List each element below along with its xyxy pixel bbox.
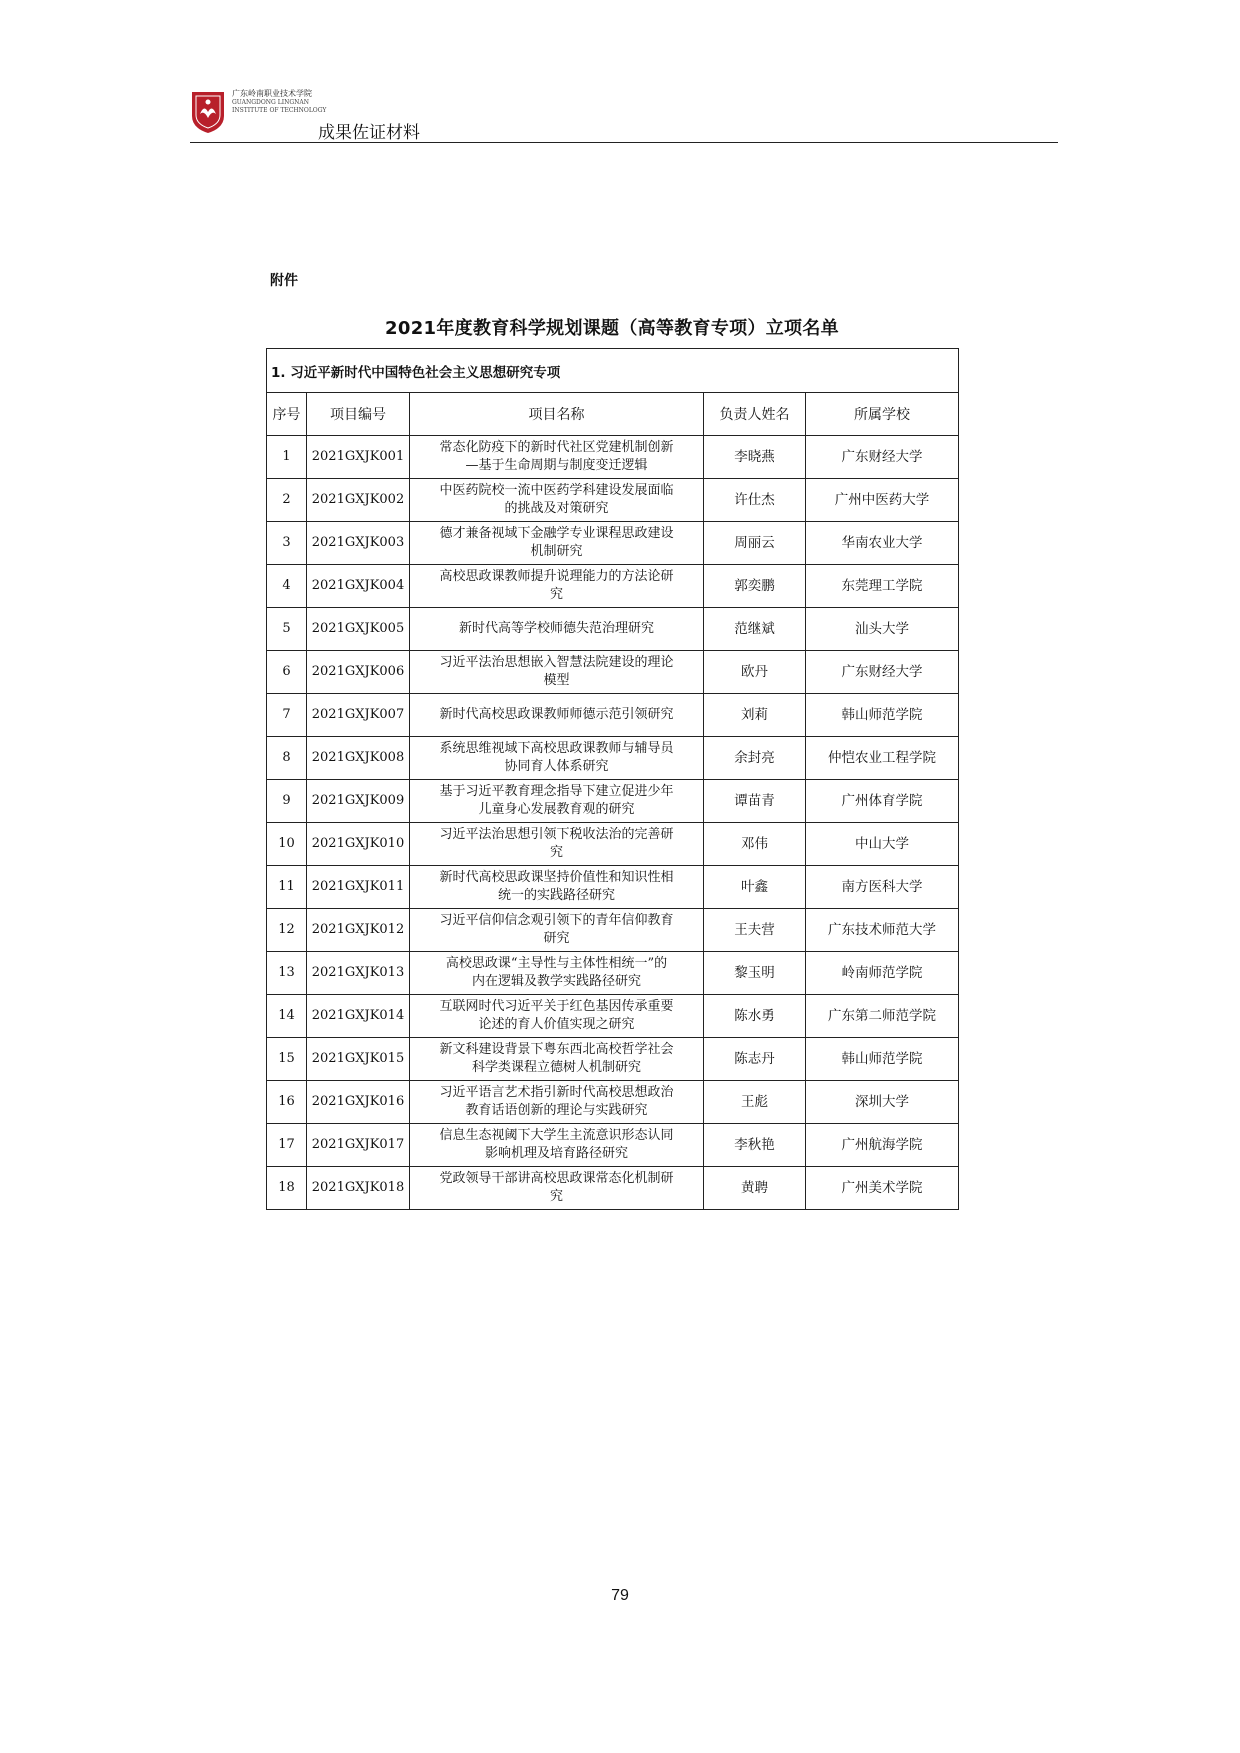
project-name-line2: 究	[549, 1189, 563, 1204]
project-name-line2: 模型	[543, 673, 570, 688]
row-index: 14	[267, 995, 307, 1038]
project-name	[410, 737, 704, 780]
project-code: 2021GXJK001	[307, 436, 410, 479]
row-index: 9	[267, 780, 307, 823]
project-code: 2021GXJK008	[307, 737, 410, 780]
project-leader: 陈水勇	[704, 995, 806, 1038]
column-header-code: 项目编号	[307, 393, 410, 436]
project-leader: 余封亮	[704, 737, 806, 780]
project-code: 2021GXJK018	[307, 1167, 410, 1210]
project-school: 广州中医药大学	[806, 479, 959, 522]
row-index: 8	[267, 737, 307, 780]
project-school: 广州体育学院	[806, 780, 959, 823]
project-name-line2: 究	[549, 845, 563, 860]
section-heading-row	[267, 349, 959, 393]
project-code: 2021GXJK003	[307, 522, 410, 565]
project-school: 韩山师范学院	[806, 694, 959, 737]
project-name	[410, 694, 704, 737]
header-subtitle: 成果佐证材料	[318, 123, 420, 143]
project-name-line1: 高校思政课教师提升说理能力的方法论研	[439, 569, 674, 584]
project-name-line1: 常态化防疫下的新时代社区党建机制创新	[439, 440, 674, 455]
project-leader: 李晓燕	[704, 436, 806, 479]
project-school: 广东第二师范学院	[806, 995, 959, 1038]
row-index: 15	[267, 1038, 307, 1081]
column-header-name: 项目名称	[410, 393, 704, 436]
row-index: 16	[267, 1081, 307, 1124]
project-leader: 许仕杰	[704, 479, 806, 522]
table-row	[267, 1124, 959, 1167]
project-school: 深圳大学	[806, 1081, 959, 1124]
project-leader: 周丽云	[704, 522, 806, 565]
project-name-line1: 新时代高等学校师德失范治理研究	[458, 621, 654, 636]
project-leader: 谭苗青	[704, 780, 806, 823]
header-divider	[190, 142, 1058, 143]
project-name-line2: 的挑战及对策研究	[504, 501, 609, 516]
project-school: 东莞理工学院	[806, 565, 959, 608]
project-leader: 欧丹	[704, 651, 806, 694]
row-index: 18	[267, 1167, 307, 1210]
project-roster-table	[266, 348, 959, 1210]
project-name-line1: 高校思政课“主导性与主体性相统一”的	[445, 956, 668, 971]
column-header-index: 序号	[267, 393, 307, 436]
table-row	[267, 608, 959, 651]
project-name	[410, 522, 704, 565]
row-index: 6	[267, 651, 307, 694]
project-name-line2: 统一的实践路径研究	[497, 888, 615, 903]
project-name-line1: 习近平信仰信念观引领下的青年信仰教育	[439, 913, 674, 928]
institute-logo	[190, 90, 226, 134]
project-name	[410, 780, 704, 823]
table-row	[267, 909, 959, 952]
project-name-line2: 协同育人体系研究	[504, 759, 609, 774]
project-name	[410, 995, 704, 1038]
project-code: 2021GXJK007	[307, 694, 410, 737]
table-row	[267, 694, 959, 737]
project-name-line2: 影响机理及培育路径研究	[484, 1146, 628, 1161]
project-leader: 范继斌	[704, 608, 806, 651]
section-heading: 1. 习近平新时代中国特色社会主义思想研究专项	[267, 349, 959, 393]
project-code: 2021GXJK004	[307, 565, 410, 608]
row-index: 1	[267, 436, 307, 479]
project-leader: 黄聘	[704, 1167, 806, 1210]
project-school: 广东财经大学	[806, 436, 959, 479]
project-code: 2021GXJK013	[307, 952, 410, 995]
project-name-line1: 新时代高校思政课教师师德示范引领研究	[439, 707, 674, 722]
project-school: 广东财经大学	[806, 651, 959, 694]
project-name-line1: 互联网时代习近平关于红色基因传承重要	[439, 999, 674, 1014]
page-number: 79	[611, 1587, 629, 1604]
project-name-line1: 基于习近平教育理念指导下建立促进少年	[439, 784, 674, 799]
project-name-line1: 新时代高校思政课坚持价值性和知识性相	[439, 870, 674, 885]
institute-en-name-line2: INSTITUTE OF TECHNOLOGY	[232, 107, 327, 114]
row-index: 13	[267, 952, 307, 995]
project-name-line2: —基于生命周期与制度变迁逻辑	[465, 458, 648, 473]
project-name-line2: 究	[549, 587, 563, 602]
project-school: 广州航海学院	[806, 1124, 959, 1167]
project-name	[410, 1038, 704, 1081]
project-leader: 叶鑫	[704, 866, 806, 909]
project-school: 韩山师范学院	[806, 1038, 959, 1081]
project-leader: 王彪	[704, 1081, 806, 1124]
project-leader: 陈志丹	[704, 1038, 806, 1081]
project-school: 仲恺农业工程学院	[806, 737, 959, 780]
institute-name	[232, 90, 332, 114]
project-name-line2: 儿童身心发展教育观的研究	[478, 802, 635, 817]
crest-icon	[190, 90, 226, 134]
project-code: 2021GXJK010	[307, 823, 410, 866]
project-school: 岭南师范学院	[806, 952, 959, 995]
project-code: 2021GXJK006	[307, 651, 410, 694]
table-row	[267, 1038, 959, 1081]
table-row	[267, 737, 959, 780]
project-leader: 李秋艳	[704, 1124, 806, 1167]
project-name	[410, 909, 704, 952]
row-index: 3	[267, 522, 307, 565]
project-code: 2021GXJK011	[307, 866, 410, 909]
project-name-line1: 中医药院校一流中医药学科建设发展面临	[439, 483, 674, 498]
project-code: 2021GXJK015	[307, 1038, 410, 1081]
project-name-line2: 科学类课程立德树人机制研究	[471, 1060, 641, 1075]
project-name-line1: 新文科建设背景下粤东西北高校哲学社会	[439, 1042, 674, 1057]
project-name-line1: 习近平法治思想嵌入智慧法院建设的理论	[439, 655, 674, 670]
table-row	[267, 651, 959, 694]
project-name-line2: 内在逻辑及教学实践路径研究	[471, 974, 641, 989]
project-name-line1: 系统思维视域下高校思政课教师与辅导员	[439, 741, 674, 756]
project-name	[410, 823, 704, 866]
table-header-row	[267, 393, 959, 436]
project-code: 2021GXJK009	[307, 780, 410, 823]
institute-cn-name: 广东岭南职业技术学院	[232, 89, 312, 98]
row-index: 2	[267, 479, 307, 522]
row-index: 12	[267, 909, 307, 952]
project-name-line1: 党政领导干部讲高校思政课常态化机制研	[439, 1171, 674, 1186]
project-name	[410, 651, 704, 694]
table-row	[267, 995, 959, 1038]
project-name	[410, 1124, 704, 1167]
column-header-school: 所属学校	[806, 393, 959, 436]
project-name-line2: 研究	[543, 931, 570, 946]
row-index: 17	[267, 1124, 307, 1167]
project-leader: 黎玉明	[704, 952, 806, 995]
row-index: 7	[267, 694, 307, 737]
table-row	[267, 1081, 959, 1124]
project-school: 华南农业大学	[806, 522, 959, 565]
table-row	[267, 952, 959, 995]
project-leader: 刘莉	[704, 694, 806, 737]
project-school: 广东技术师范大学	[806, 909, 959, 952]
project-leader: 郭奕鹏	[704, 565, 806, 608]
table-row	[267, 436, 959, 479]
column-header-leader: 负责人姓名	[704, 393, 806, 436]
institute-en-name-line1: GUANGDONG LINGNAN	[232, 99, 309, 106]
project-name-line2: 机制研究	[530, 544, 583, 559]
row-index: 5	[267, 608, 307, 651]
page-header	[190, 84, 1058, 144]
table-row	[267, 780, 959, 823]
project-name	[410, 565, 704, 608]
project-school: 汕头大学	[806, 608, 959, 651]
project-name-line1: 习近平语言艺术指引新时代高校思想政治	[439, 1085, 674, 1100]
project-code: 2021GXJK016	[307, 1081, 410, 1124]
table-row	[267, 866, 959, 909]
table-row	[267, 565, 959, 608]
project-name	[410, 608, 704, 651]
row-index: 11	[267, 866, 307, 909]
project-name-line2: 教育话语创新的理论与实践研究	[465, 1103, 648, 1118]
project-name	[410, 479, 704, 522]
project-leader: 邓伟	[704, 823, 806, 866]
project-name	[410, 436, 704, 479]
project-leader: 王夫营	[704, 909, 806, 952]
project-school: 南方医科大学	[806, 866, 959, 909]
project-code: 2021GXJK012	[307, 909, 410, 952]
project-code: 2021GXJK017	[307, 1124, 410, 1167]
project-name-line2: 论述的育人价值实现之研究	[478, 1017, 635, 1032]
project-school: 广州美术学院	[806, 1167, 959, 1210]
row-index: 10	[267, 823, 307, 866]
project-school: 中山大学	[806, 823, 959, 866]
project-name-line1: 信息生态视阈下大学生主流意识形态认同	[439, 1128, 674, 1143]
project-name	[410, 952, 704, 995]
project-code: 2021GXJK005	[307, 608, 410, 651]
row-index: 4	[267, 565, 307, 608]
table-row	[267, 479, 959, 522]
project-name	[410, 1081, 704, 1124]
table-row	[267, 1167, 959, 1210]
table-row	[267, 522, 959, 565]
project-code: 2021GXJK002	[307, 479, 410, 522]
document-title: 2021年度教育科学规划课题（高等教育专项）立项名单	[385, 318, 839, 339]
project-name-line1: 德才兼备视域下金融学专业课程思政建设	[439, 526, 674, 541]
project-name	[410, 1167, 704, 1210]
attachment-label: 附件	[270, 273, 298, 289]
project-code: 2021GXJK014	[307, 995, 410, 1038]
project-name-line1: 习近平法治思想引领下税收法治的完善研	[439, 827, 674, 842]
project-name	[410, 866, 704, 909]
table-row	[267, 823, 959, 866]
